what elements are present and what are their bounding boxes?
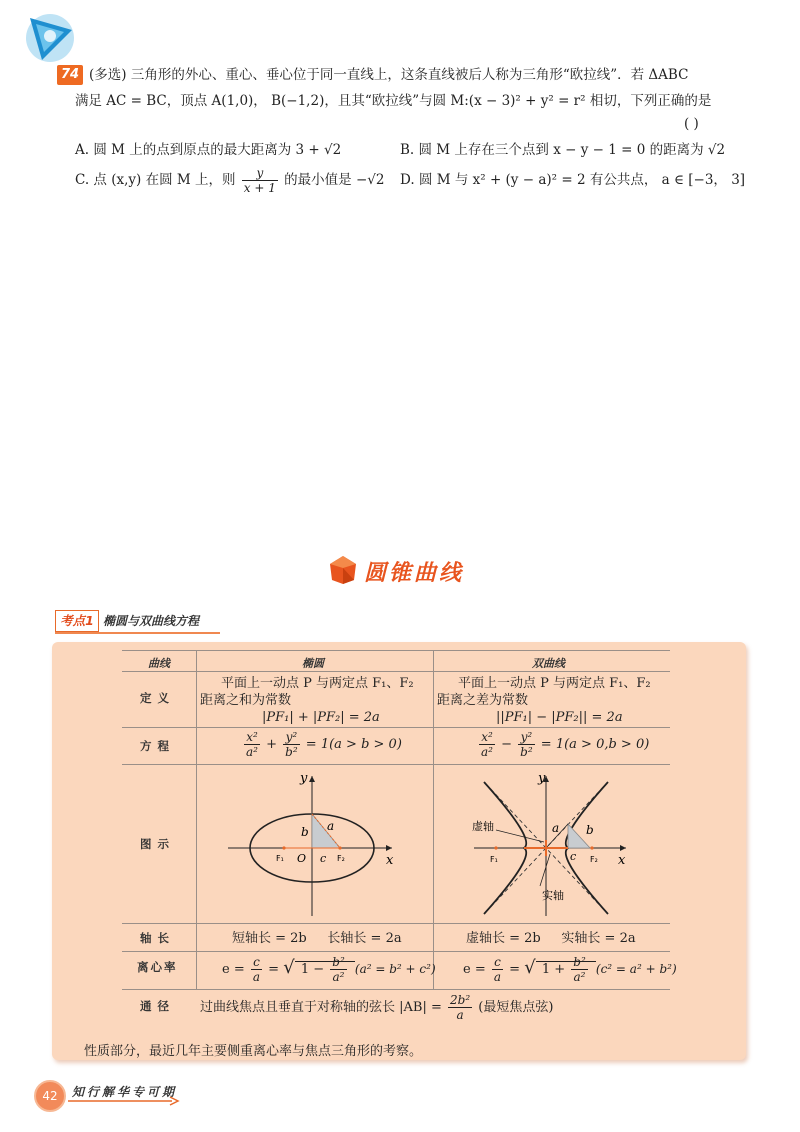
- eq-num: x²: [479, 730, 495, 745]
- ellipse-fig-x-label: x: [386, 853, 394, 868]
- hyperbola-definition-line2: 距离之差为常数: [437, 693, 529, 708]
- ecc-post: (a² = b² + c²): [354, 962, 436, 976]
- hyperbola-eccentricity: e = $\frac{c}{a}$ = √ 1 + $\frac{\text{b²}}{\text{a²}}$ (c² = a² + b²): [463, 955, 677, 984]
- eq-den: a²: [481, 745, 493, 759]
- ellipse-fig-c: c: [320, 852, 327, 865]
- option-c-fraction: [242, 166, 278, 195]
- row-label-figure: 图示: [140, 837, 175, 851]
- panel-note: 性质部分，最近几年主要侧重离心率与焦点三角形的考察。: [84, 1044, 423, 1059]
- publisher-logo-icon: [22, 10, 78, 66]
- table-header-curve: 曲线: [148, 657, 170, 670]
- ellipse-definition-formula: |PF₁| + |PF₂| = 2a: [262, 710, 380, 725]
- ecc-rnum: b²: [332, 955, 345, 969]
- hyperbola-fig-c: c: [570, 850, 577, 863]
- eq-tail: = 1(a > 0,b > 0): [540, 737, 650, 752]
- ecc-den: a: [493, 970, 502, 984]
- hyperbola-fig-imag-axis-label: 虚轴: [472, 820, 494, 833]
- ecc-post: (c² = a² + b²): [595, 962, 677, 976]
- ellipse-figure: [220, 768, 410, 920]
- latus-suffix: (最短焦点弦): [478, 1000, 554, 1015]
- option-c-numerator: y: [242, 166, 278, 181]
- hyperbola-definition-formula: ||PF₁| − |PF₂|| = 2a: [496, 710, 623, 725]
- ellipse-axis-lengths: 短轴长 = 2b 长轴长 = 2a: [232, 931, 402, 946]
- hyperbola-fig-real-axis-label: 实轴: [542, 889, 564, 902]
- ecc-rnum: b²: [573, 955, 586, 969]
- hyperbola-definition-line1: 平面上一动点 P 与两定点 F₁、F₂: [458, 676, 651, 691]
- hyperbola-axis-lengths: 虚轴长 = 2b 实轴长 = 2a: [466, 931, 636, 946]
- option-c: [75, 166, 384, 195]
- ecc-rden: a²: [332, 970, 345, 984]
- latus-rectum-text: [200, 993, 553, 1022]
- hyperbola-equation: $\frac{\text{x²}}{\text{a²}}$ − $\frac{\text{y²}}{\text{b²}}$ = 1(a > 0,b > 0): [481, 730, 650, 759]
- ellipse-equation: $\frac{\text{x²}}{\text{a²}}$ + $\frac{\text{y²}}{\text{b²}}$ = 1(a > b > 0): [246, 730, 402, 759]
- ecc-prefix: e =: [463, 962, 486, 977]
- ellipse-fig-b: b: [301, 825, 309, 839]
- eq-num: x²: [244, 730, 260, 745]
- option-c-denominator: x + 1: [243, 181, 276, 195]
- latus-prefix: 过曲线焦点且垂直于对称轴的弦长 |AB| =: [200, 1000, 442, 1015]
- answer-parentheses: ( ): [684, 116, 699, 132]
- table-vrule: [196, 650, 197, 989]
- question-stem-line1: (多选) 三角形的外心、重心、垂心位于同一直线上，这条直线被后人称为三角形“欧拉线”．若 ΔABC: [89, 67, 689, 83]
- ellipse-eccentricity: e = $\frac{c}{a}$ = √ 1 − $\frac{\text{b²}}{\text{a²}}$ (a² = b² + c²): [222, 955, 436, 984]
- ecc-den: a: [252, 970, 261, 984]
- eq-tail: = 1(a > b > 0): [305, 737, 402, 752]
- eq-num: y²: [518, 730, 535, 745]
- row-label-axis: 轴长: [140, 931, 175, 945]
- section-gem-icon: [327, 554, 359, 586]
- table-rule-top: [122, 650, 670, 651]
- ecc-root-prefix: 1 +: [541, 962, 566, 977]
- row-label-latus: 通径: [140, 999, 175, 1013]
- row-label-eccentricity: 离心率: [137, 960, 178, 974]
- ecc-prefix: e =: [222, 962, 245, 977]
- row-label-equation: 方程: [140, 739, 175, 753]
- ellipse-fig-origin: O: [297, 852, 307, 865]
- option-a: A. 圆 M 上的点到原点的最大距离为 3 + √2: [75, 142, 342, 158]
- kaodian-underline: [55, 632, 220, 634]
- question-stem-line2: 满足 AC = BC，顶点 A(1,0)， B(−1,2)，且其“欧拉线”与圆 M:(x − 3)² + y² = r² 相切，下列正确的是: [75, 93, 712, 109]
- eq-den: b²: [285, 745, 298, 759]
- hyperbola-fig-x-label: x: [618, 853, 626, 868]
- footer-arrow-icon: [68, 1096, 180, 1106]
- sqrt-icon: √: [524, 957, 536, 978]
- table-header-hyperbola: 双曲线: [532, 657, 565, 670]
- option-b: B. 圆 M 上存在三个点到 x − y − 1 = 0 的距离为 √2: [400, 142, 726, 158]
- eq-den: b²: [520, 745, 533, 759]
- hyperbola-fig-y-label: y: [538, 771, 546, 786]
- hyperbola-figure: [470, 768, 640, 920]
- question-number-badge: 74: [57, 65, 83, 85]
- page-number: 42: [34, 1080, 66, 1112]
- option-c-suffix: 的最小值是 −√2: [284, 172, 385, 188]
- latus-num: 2b²: [450, 993, 471, 1007]
- ellipse-fig-y-label: y: [300, 771, 308, 786]
- eq-num: y²: [283, 730, 300, 745]
- latus-den: a: [456, 1008, 464, 1022]
- section-title: 圆锥曲线: [364, 561, 465, 586]
- ellipse-fig-f1: F₁: [276, 854, 284, 863]
- eq-den: a²: [246, 745, 258, 759]
- table-rule: [122, 764, 670, 765]
- ellipse-definition-line2: 距离之和为常数: [200, 693, 292, 708]
- ellipse-fig-f2: F₂: [337, 854, 345, 863]
- table-vrule: [433, 650, 434, 989]
- table-rule-header: [122, 671, 670, 672]
- ecc-root-prefix: 1 −: [300, 962, 325, 977]
- hyperbola-fig-a: a: [552, 821, 560, 835]
- option-d: D. 圆 M 与 x² + (y − a)² = 2 有公共点， a ∈ [−3， 3]: [400, 172, 746, 188]
- table-rule: [122, 727, 670, 728]
- kaodian-tag: 考点1: [55, 610, 99, 632]
- ellipse-fig-a: a: [327, 819, 335, 833]
- table-rule: [122, 923, 670, 924]
- ecc-num: c: [251, 955, 262, 970]
- table-rule: [122, 951, 670, 952]
- table-rule: [122, 989, 670, 990]
- footer-slogan: 知行解华专可期: [72, 1085, 178, 1099]
- ecc-num: c: [492, 955, 503, 970]
- kaodian-title: 椭圆与双曲线方程: [103, 614, 200, 628]
- hyperbola-fig-f1: F₁: [490, 855, 498, 864]
- row-label-definition: 定义: [140, 691, 175, 705]
- hyperbola-fig-f2: F₂: [590, 855, 598, 864]
- hyperbola-fig-b: b: [586, 823, 594, 837]
- ecc-rden: a²: [573, 970, 586, 984]
- table-header-ellipse: 椭圆: [302, 657, 324, 670]
- option-c-prefix: C. 点 (x,y) 在圆 M 上，则: [75, 172, 236, 188]
- ellipse-definition-line1: 平面上一动点 P 与两定点 F₁、F₂: [221, 676, 414, 691]
- sqrt-icon: √: [283, 957, 295, 978]
